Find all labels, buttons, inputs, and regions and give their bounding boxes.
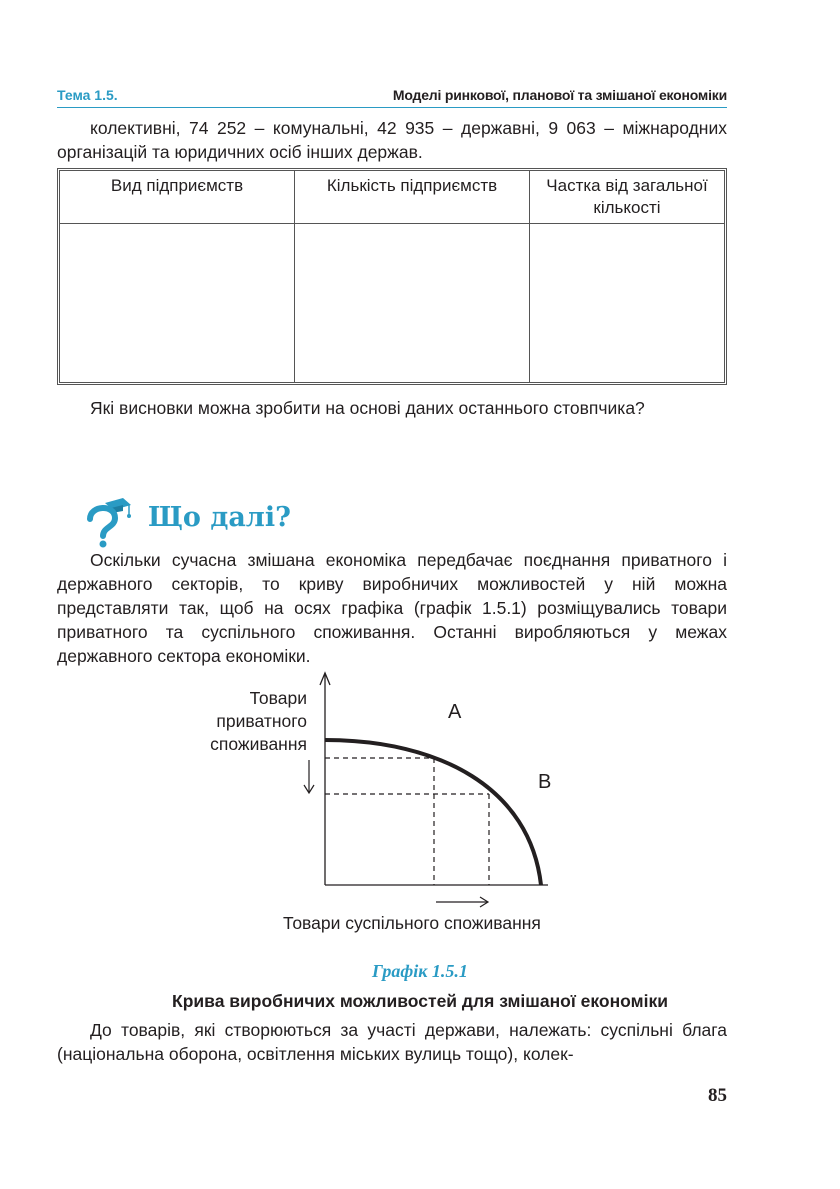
figure-caption: Графік 1.5.1 [372,961,468,981]
x-axis-label: Товари суспільного споживання [283,913,541,933]
point-a-label: A [448,701,462,723]
page-number: 85 [708,1085,727,1106]
figure-title: Крива виробничих можливостей для змішаної економіки [172,991,668,1011]
section-title: Що далі? [148,502,291,533]
column-header-share: Частка від загальної кількості [530,171,724,224]
intro-paragraph: колективні, 74 252 – комунальні, 42 935 – державні, 9 063 – міжнародних організацій та юридичних осіб інших держав. [57,118,727,162]
y-axis-label-line: приватного [216,711,307,731]
topic-label: Тема 1.5. [57,87,118,103]
question-paragraph: Які висновки можна зробити на основі даних останнього стовпчика? [90,398,645,418]
column-header-count: Кількість підприємств [295,171,530,224]
production-possibilities-curve [325,740,541,885]
header-divider [57,107,727,108]
closing-paragraph: До товарів, які створюються за участі держави, належать: суспільні блага (національна оборона, освітлення міських вулиць тощо), колек- [57,1020,727,1064]
production-possibilities-graph [190,668,630,938]
y-axis-label-line: Товари [249,688,307,708]
table-cell-empty [60,224,295,382]
point-b-label: B [538,771,552,793]
column-header-type: Вид підприємств [60,171,295,224]
table-cell-empty [295,224,530,382]
body-paragraph: Оскільки сучасна змішана економіка передбачає поєднання приватного і державного секторів, то криву виробничих можливостей у ній можна представляти так, щоб на осях графіка (графік 1.5.1) розміщувались товари приватного та суспільного споживання. Останні виробляються у межах державного сектора економіки. [57,550,727,666]
chapter-title: Моделі ринкової, планової та змішаної економіки [392,87,727,103]
question-mark-graduation-cap-icon [85,497,131,549]
table-cell-empty [530,224,724,382]
enterprise-table [57,168,727,385]
y-axis-label-line: споживання [210,734,307,754]
